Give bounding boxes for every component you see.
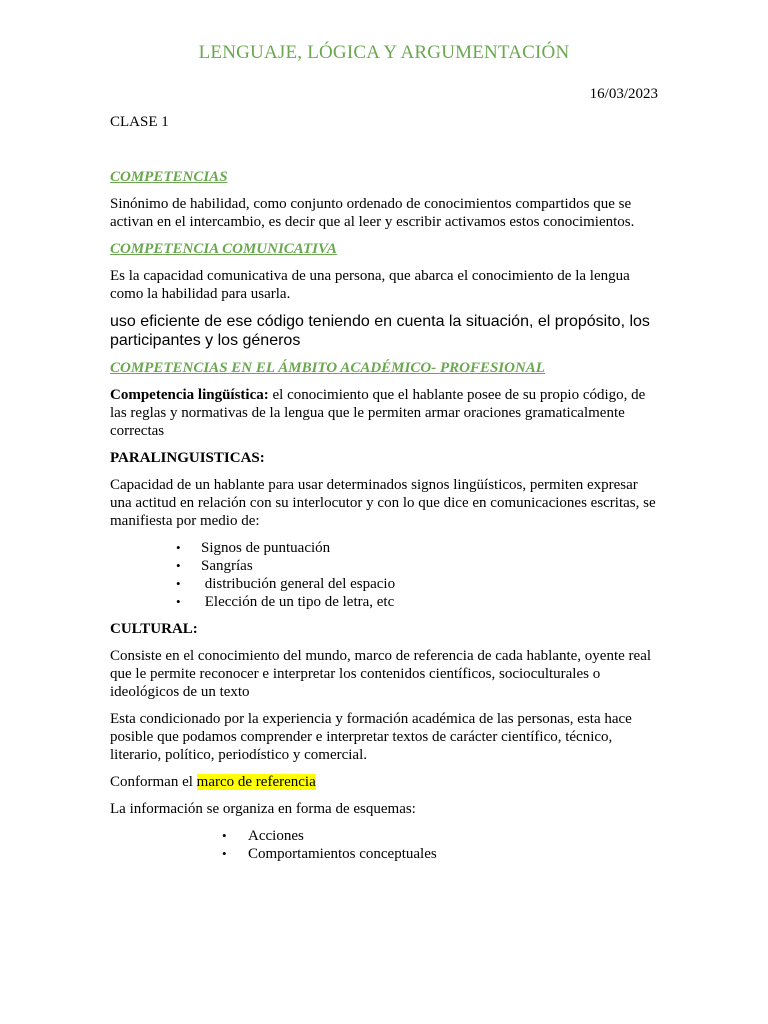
list-item: • Sangrías <box>176 558 253 574</box>
document-body <box>110 168 660 872</box>
heading-competencia-comunicativa: COMPETENCIA COMUNICATIVA <box>110 241 337 257</box>
paragraph-paralinguisticas: Capacidad de un hablante para usar determinados signos lingüísticos, permiten expresar una actitud en relación con su interlocutor y con lo que dice en comunicaciones escritas, se manifiesta por medio de: <box>110 477 656 529</box>
paragraph-competencias: Sinónimo de habilidad, como conjunto ordenado de conocimientos compartidos que se activan en el intercambio, es decir que al leer y escribir activamos estos conocimientos. <box>110 196 635 230</box>
bullet-icon: • <box>176 594 181 609</box>
paragraph-cultural-1: Consiste en el conocimiento del mundo, marco de referencia de cada hablante, oyente real que le permite reconocer e interpretar los contenidos científicos, socioculturales o ideológicos de un texto <box>110 648 652 700</box>
list-item: • Elección de un tipo de letra, etc <box>176 594 395 610</box>
heading-competencias: COMPETENCIAS <box>110 169 228 185</box>
paragraph-competencia-linguistica <box>110 386 660 440</box>
document-date: 16/03/2023 <box>589 86 658 102</box>
bullet-icon: • <box>222 828 227 843</box>
highlighted-text: marco de referencia <box>196 774 316 790</box>
bullet-icon: • <box>222 846 227 861</box>
bullet-icon: • <box>176 558 181 573</box>
heading-paralinguisticas: PARALINGUISTICAS: <box>110 450 265 466</box>
paragraph-comunicativa: Es la capacidad comunicativa de una persona, que abarca el conocimiento de la lengua como la habilidad para usarla. <box>110 268 630 302</box>
paragraph-cultural-2: Esta condicionado por la experiencia y formación académica de las personas, esta hace posible que podamos comprender e interpretar textos de carácter científico, técnico, literario, político, periodístico y comercial. <box>110 711 632 763</box>
label-competencia-linguistica: Competencia lingüística: <box>110 387 269 403</box>
document-title: LENGUAJE, LÓGICA Y ARGUMENTACIÓN <box>198 42 570 63</box>
paragraph-informacion: La información se organiza en forma de esquemas: <box>110 801 416 817</box>
bullet-icon: • <box>176 576 181 591</box>
class-label: CLASE 1 <box>110 114 169 130</box>
list-item: • Comportamientos conceptuales <box>222 846 437 862</box>
list-esquemas <box>110 827 660 863</box>
bullet-icon: • <box>176 540 181 555</box>
list-paralinguisticas <box>110 539 660 611</box>
heading-ambito-academico: COMPETENCIAS EN EL ÁMBITO ACADÉMICO- PROFESIONAL <box>110 360 545 376</box>
paragraph-uso-eficiente: uso eficiente de ese código teniendo en cuenta la situación, el propósito, los participantes y los géneros <box>110 313 650 349</box>
heading-cultural: CULTURAL: <box>110 621 198 637</box>
list-item: • Acciones <box>222 828 304 844</box>
paragraph-conforman: Conforman el marco de referencia <box>110 774 316 790</box>
list-item: • Signos de puntuación <box>176 540 331 556</box>
text-competencia-linguistica: el conocimiento que el hablante posee de su propio código, de las reglas y normativas de la lengua que le permiten armar oraciones gramaticalmente correctas <box>110 387 646 439</box>
list-item: • distribución general del espacio <box>176 576 396 592</box>
